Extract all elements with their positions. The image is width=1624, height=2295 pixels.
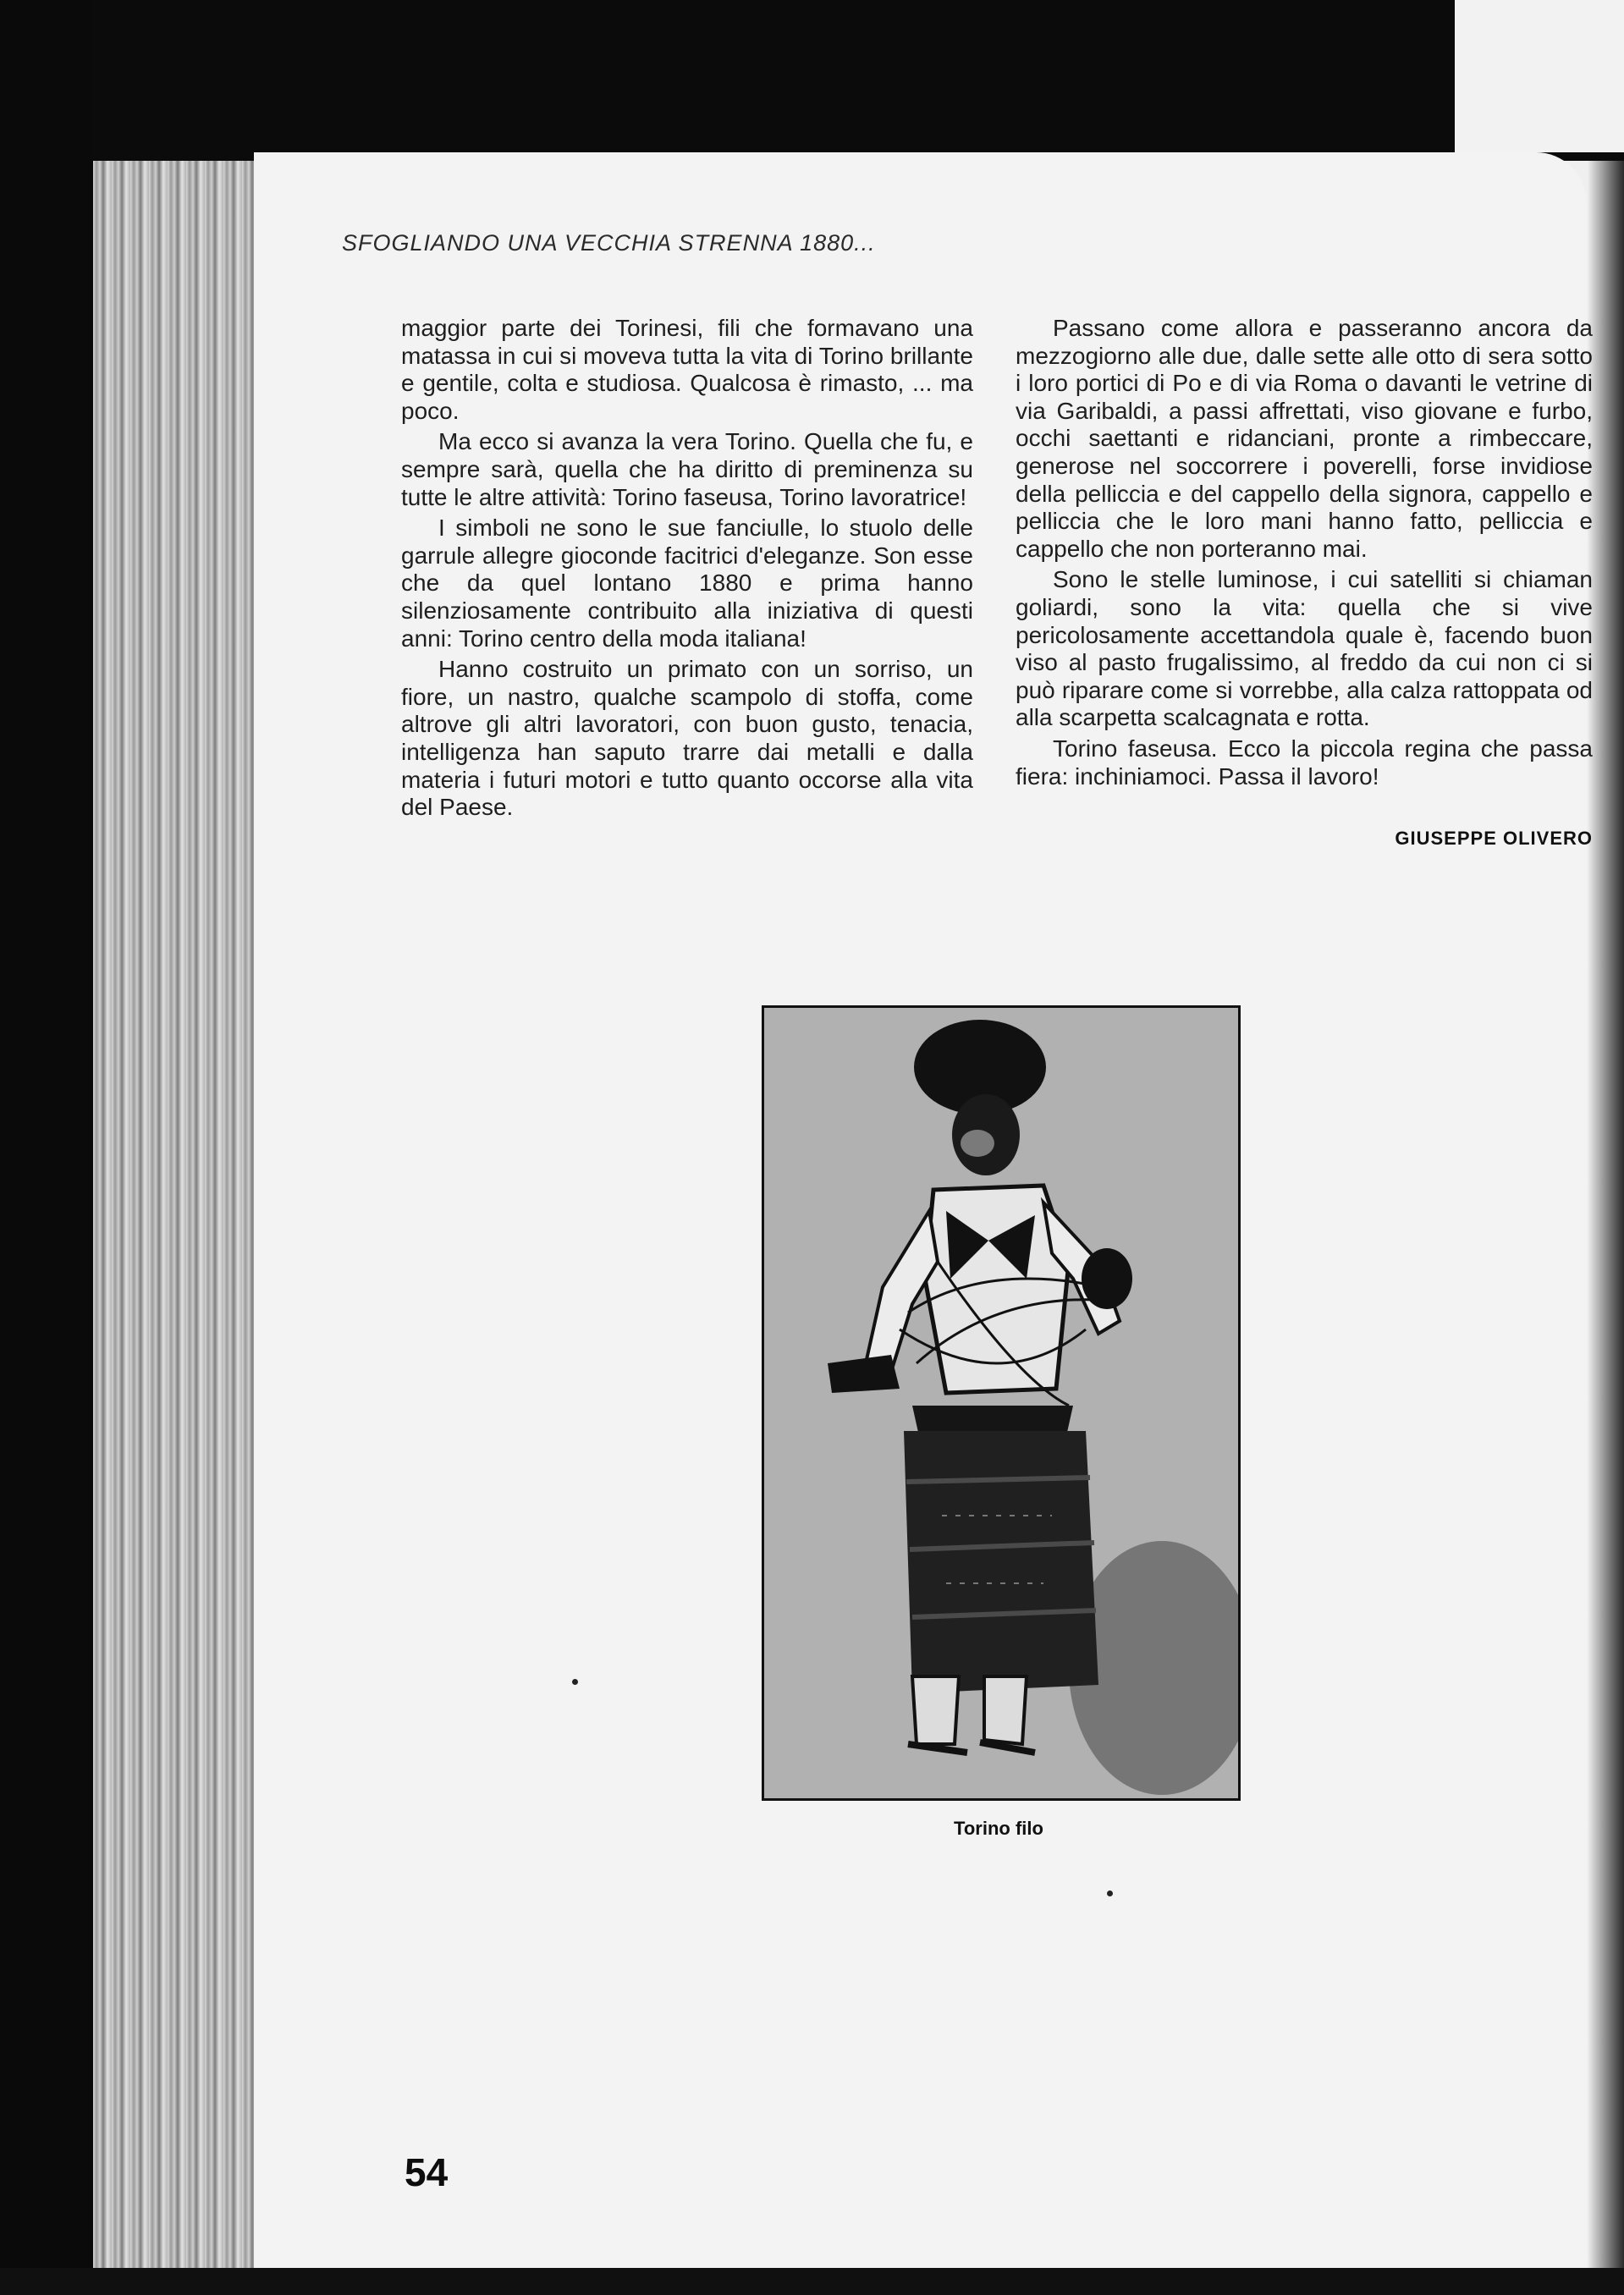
scan-top-border <box>0 0 1624 161</box>
running-head: SFOGLIANDO UNA VECCHIA STRENNA 1880... <box>342 230 876 256</box>
page-number: 54 <box>405 2150 449 2194</box>
paragraph: Passano come allora e passeranno ancora da mezzogiorno alle due, dalle sette alle otto di sera sotto i loro portici di Po e di via Roma o davanti le vetrine di via Garibaldi, a passi affrettati, viso giovane e furbo, occhi saettanti e ridanciani, pronte a rimbeccare, generose nel soccorrere i poverelli, forse invidiose della pelliccia e del cappello della signora, cappello e pelliccia che le loro mani hanno fatto, pelliccia e cappello che non porteranno mai. <box>1016 315 1593 562</box>
scan-left-border <box>0 0 93 2295</box>
author-signature: GIUSEPPE OLIVERO <box>1395 828 1593 849</box>
paragraph: Torino faseusa. Ecco la piccola regina che passa fiera: inchiniamoci. Passa il lavoro! <box>1016 735 1593 790</box>
scan-speck <box>572 1679 578 1685</box>
paragraph: Sono le stelle luminose, i cui satelliti si chiaman goliardi, sono la vita: quella che si vive pericolosamente accettandola quale è, facendo buon viso al pasto frugalissimo, al freddo da cui non ci si può riparare come si vorrebbe, alla calza rattoppata od alla scarpetta scalcagnata e rotta. <box>1016 566 1593 731</box>
scan-bottom-border <box>0 2268 1624 2295</box>
paragraph: Hanno costruito un primato con un sorriso, un fiore, un nastro, qualche scampolo di stoffa, come altrove gli altri lavoratori, con buon gusto, tenacia, intelligenza han saputo trarre dai metalli e dalla materia i futuri motori e tutto quanto occorse alla vita del Paese. <box>401 656 973 821</box>
text-column-left <box>401 315 973 822</box>
paragraph: maggior parte dei Torinesi, fili che formavano una matassa in cui si moveva tutta la vita di Torino brillante e gentile, colta e studiosa. Qualcosa è rimasto, ... ma poco. <box>401 315 973 424</box>
illustration-woman-figure <box>762 1005 1241 1801</box>
scan-top-right-margin <box>1455 0 1624 152</box>
paragraph: Ma ecco si avanza la vera Torino. Quella che fu, e sempre sarà, quella che ha diritto di preminenza su tutte le altre attività: Torino faseusa, Torino lavoratrice! <box>401 428 973 510</box>
scan-speck <box>1107 1890 1113 1896</box>
illustration-drawing <box>764 1008 1238 1798</box>
book-page-edges <box>93 161 254 2276</box>
illustration-caption: Torino filo <box>954 1818 1043 1839</box>
paragraph: I simboli ne sono le sue fanciulle, lo stuolo delle garrule allegre gioconde facitrici d'eleganze. Son esse che da quel lontano 1880 e prima hanno silenziosamente contribuito alla iniziativa di questi anni: Torino centro della moda italiana! <box>401 515 973 652</box>
text-column-right <box>1016 315 1593 790</box>
